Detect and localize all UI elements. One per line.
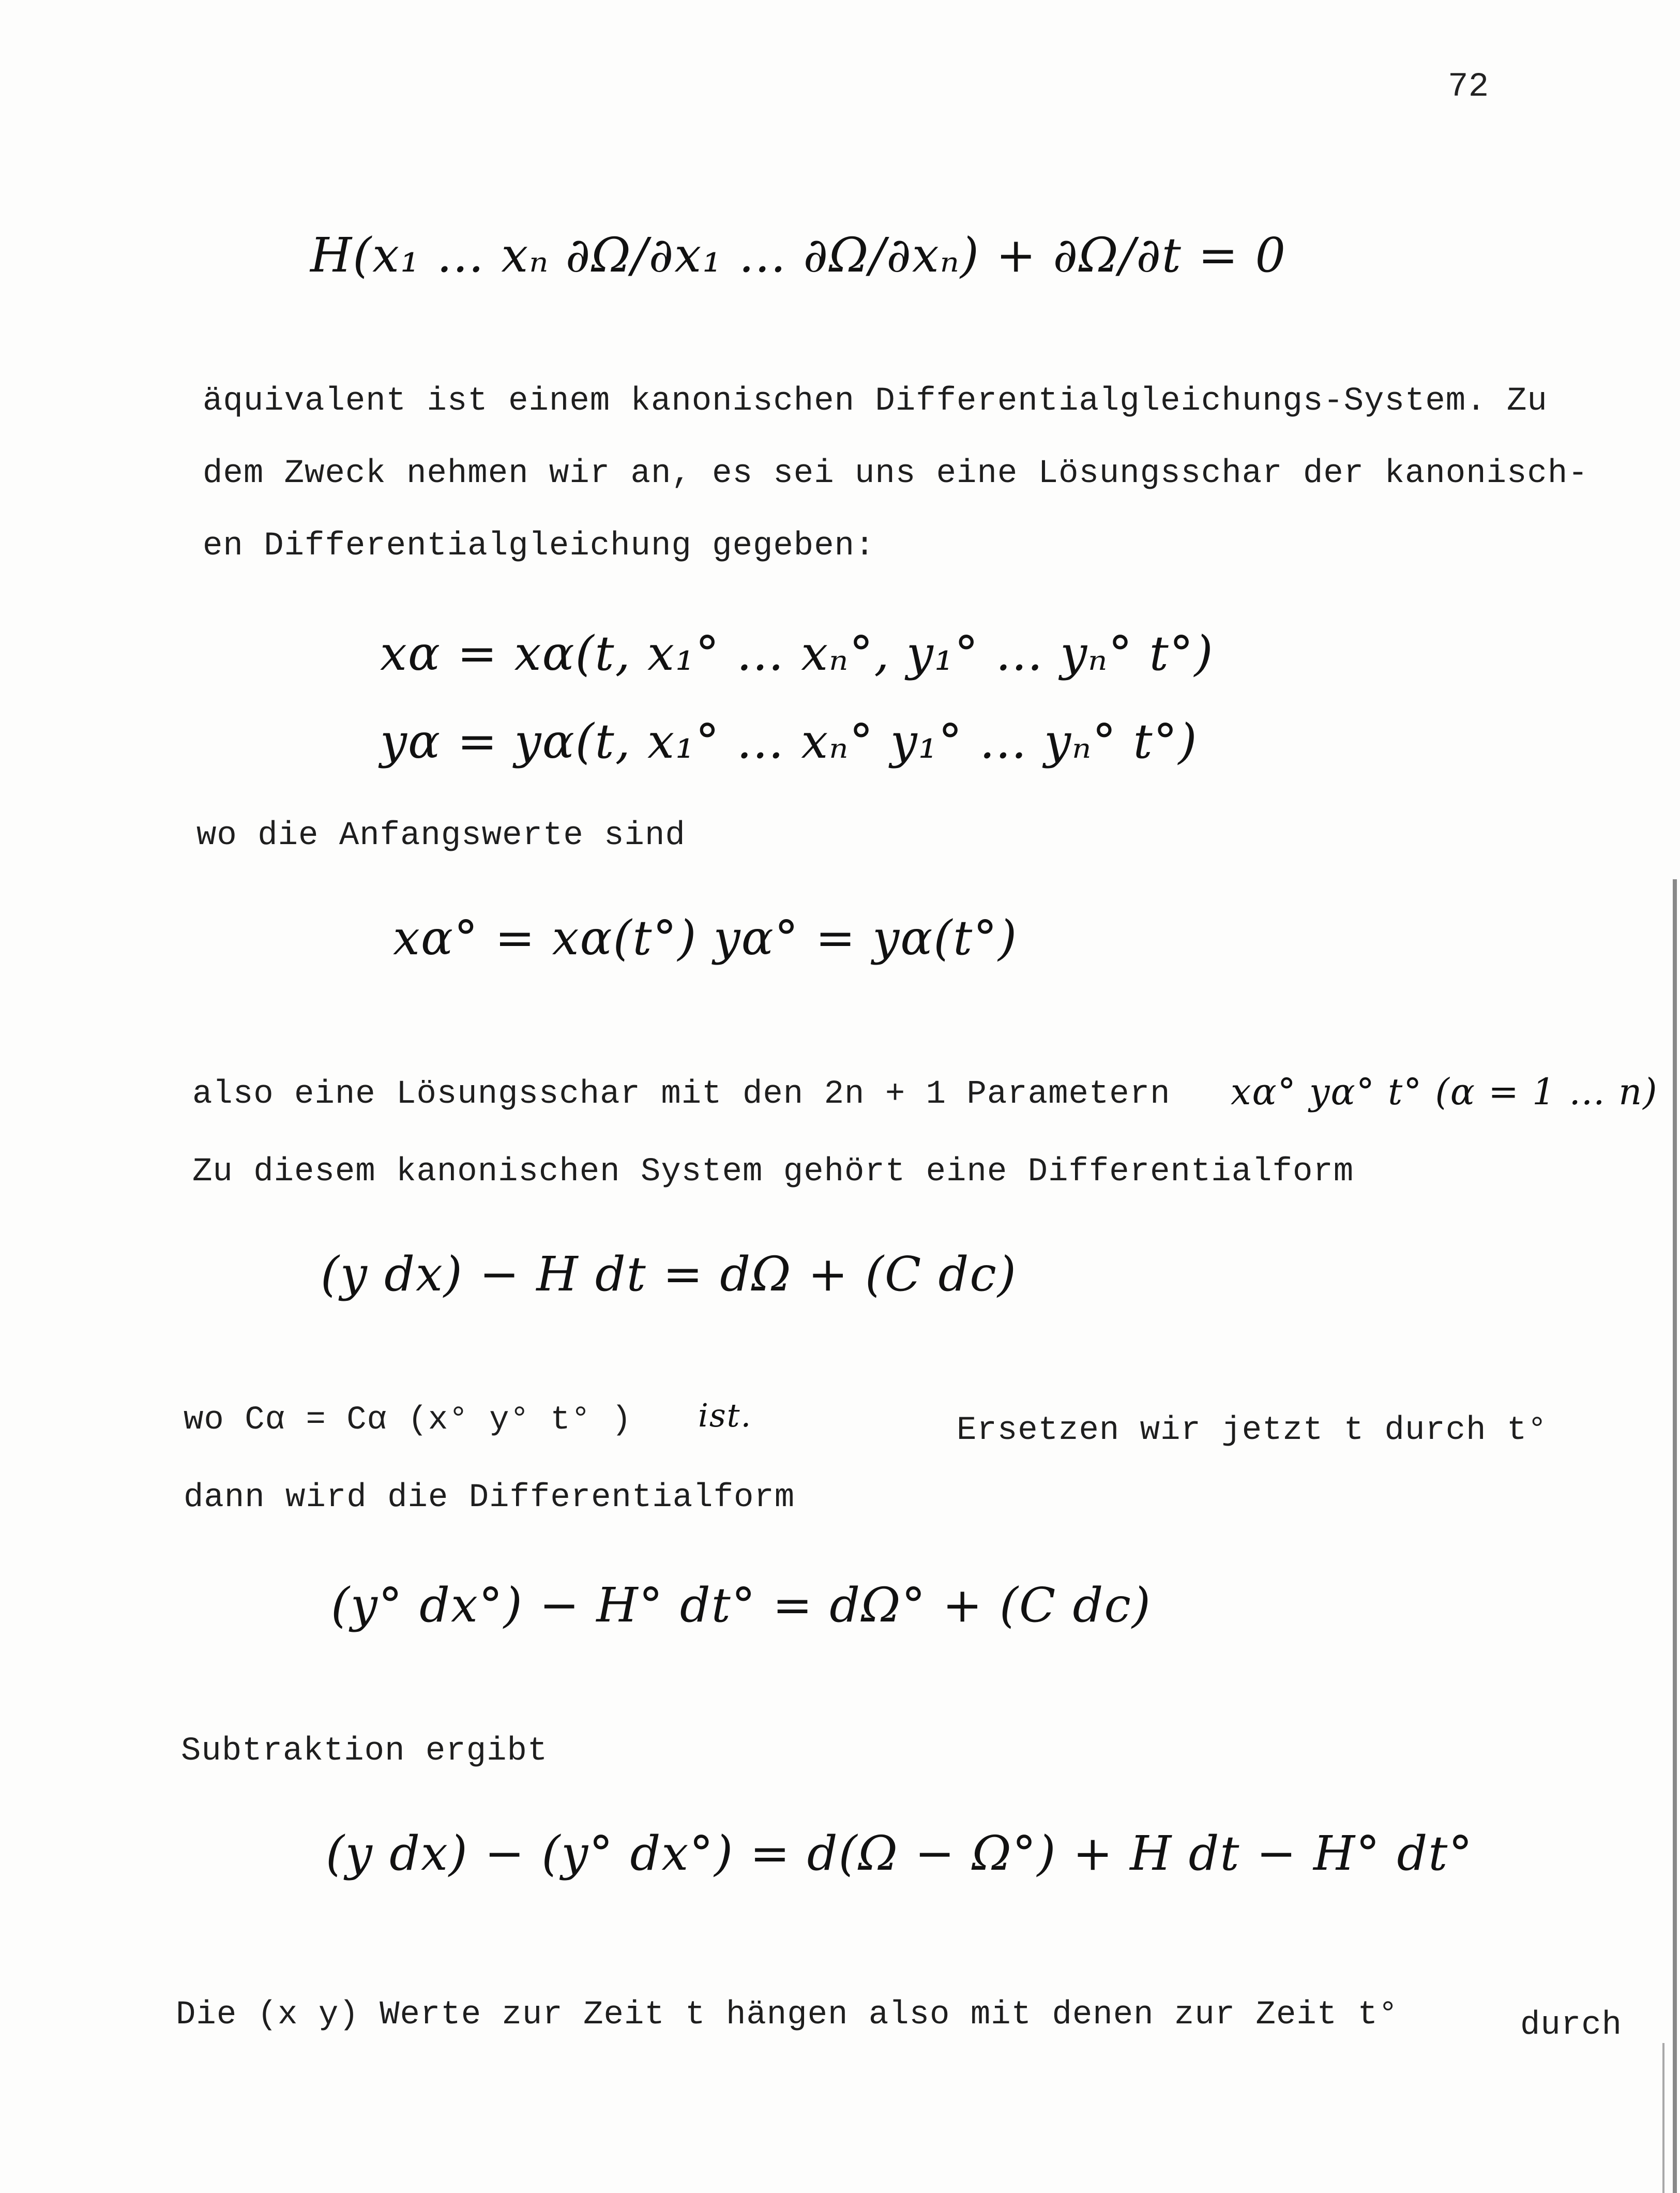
text-last-line: Die (x y) Werte zur Zeit t hängen also mit denen zur Zeit t° xyxy=(176,1996,1399,2034)
page-edge-shadow-lower xyxy=(1662,2043,1664,2193)
formula-hamilton-jacobi: H(x₁ … xₙ ∂Ω/∂x₁ … ∂Ω/∂xₙ) + ∂Ω/∂t = 0 xyxy=(310,228,1287,283)
formula-parameters-inline: xα° yα° t° (α = 1 … n) xyxy=(1231,1071,1658,1113)
text-dann: dann wird die Differentialform xyxy=(184,1479,795,1516)
text-last-line-end: durch xyxy=(1520,2007,1623,2044)
formula-subtraction-result: (y dx) − (y° dx°) = d(Ω − Ω°) + H dt − H° dt° xyxy=(326,1826,1474,1881)
paragraph-line-3: en Differentialgleichung gegeben: xyxy=(203,528,875,565)
handwritten-ist: ist. xyxy=(698,1396,752,1434)
formula-differential-form-zero: (y° dx°) − H° dt° = dΩ° + (C dc) xyxy=(331,1578,1152,1633)
text-anfangswerte: wo die Anfangswerte sind xyxy=(196,817,686,854)
page-number: 72 xyxy=(1448,67,1489,106)
page-edge-shadow xyxy=(1673,879,1677,2193)
formula-initial-values: xα° = xα(t°) yα° = yα(t°) xyxy=(393,910,1018,966)
text-ersetzen: Ersetzen wir jetzt t durch t° xyxy=(957,1412,1548,1449)
text-zu-diesem: Zu diesem kanonischen System gehört eine Differentialform xyxy=(192,1153,1354,1191)
paragraph-line-2: dem Zweck nehmen wir an, es sei uns eine Lösungsschar der kanonisch- xyxy=(203,455,1588,492)
text-wo-c: wo Cα = Cα (x° y° t° ) xyxy=(184,1402,632,1439)
formula-differential-form: (y dx) − H dt = dΩ + (C dc) xyxy=(321,1246,1017,1302)
text-loesungsschar: also eine Lösungsschar mit den 2n + 1 Parametern xyxy=(192,1076,1171,1113)
formula-solution-y: yα = yα(t, x₁° … xₙ° y₁° … yₙ° t°) xyxy=(380,714,1198,769)
text-subtraktion: Subtraktion ergibt xyxy=(181,1733,548,1770)
formula-solution-x: xα = xα(t, x₁° … xₙ°, y₁° … yₙ° t°) xyxy=(380,626,1214,681)
paragraph-line-1: äquivalent ist einem kanonischen Differentialgleichungs-System. Zu xyxy=(203,383,1548,420)
